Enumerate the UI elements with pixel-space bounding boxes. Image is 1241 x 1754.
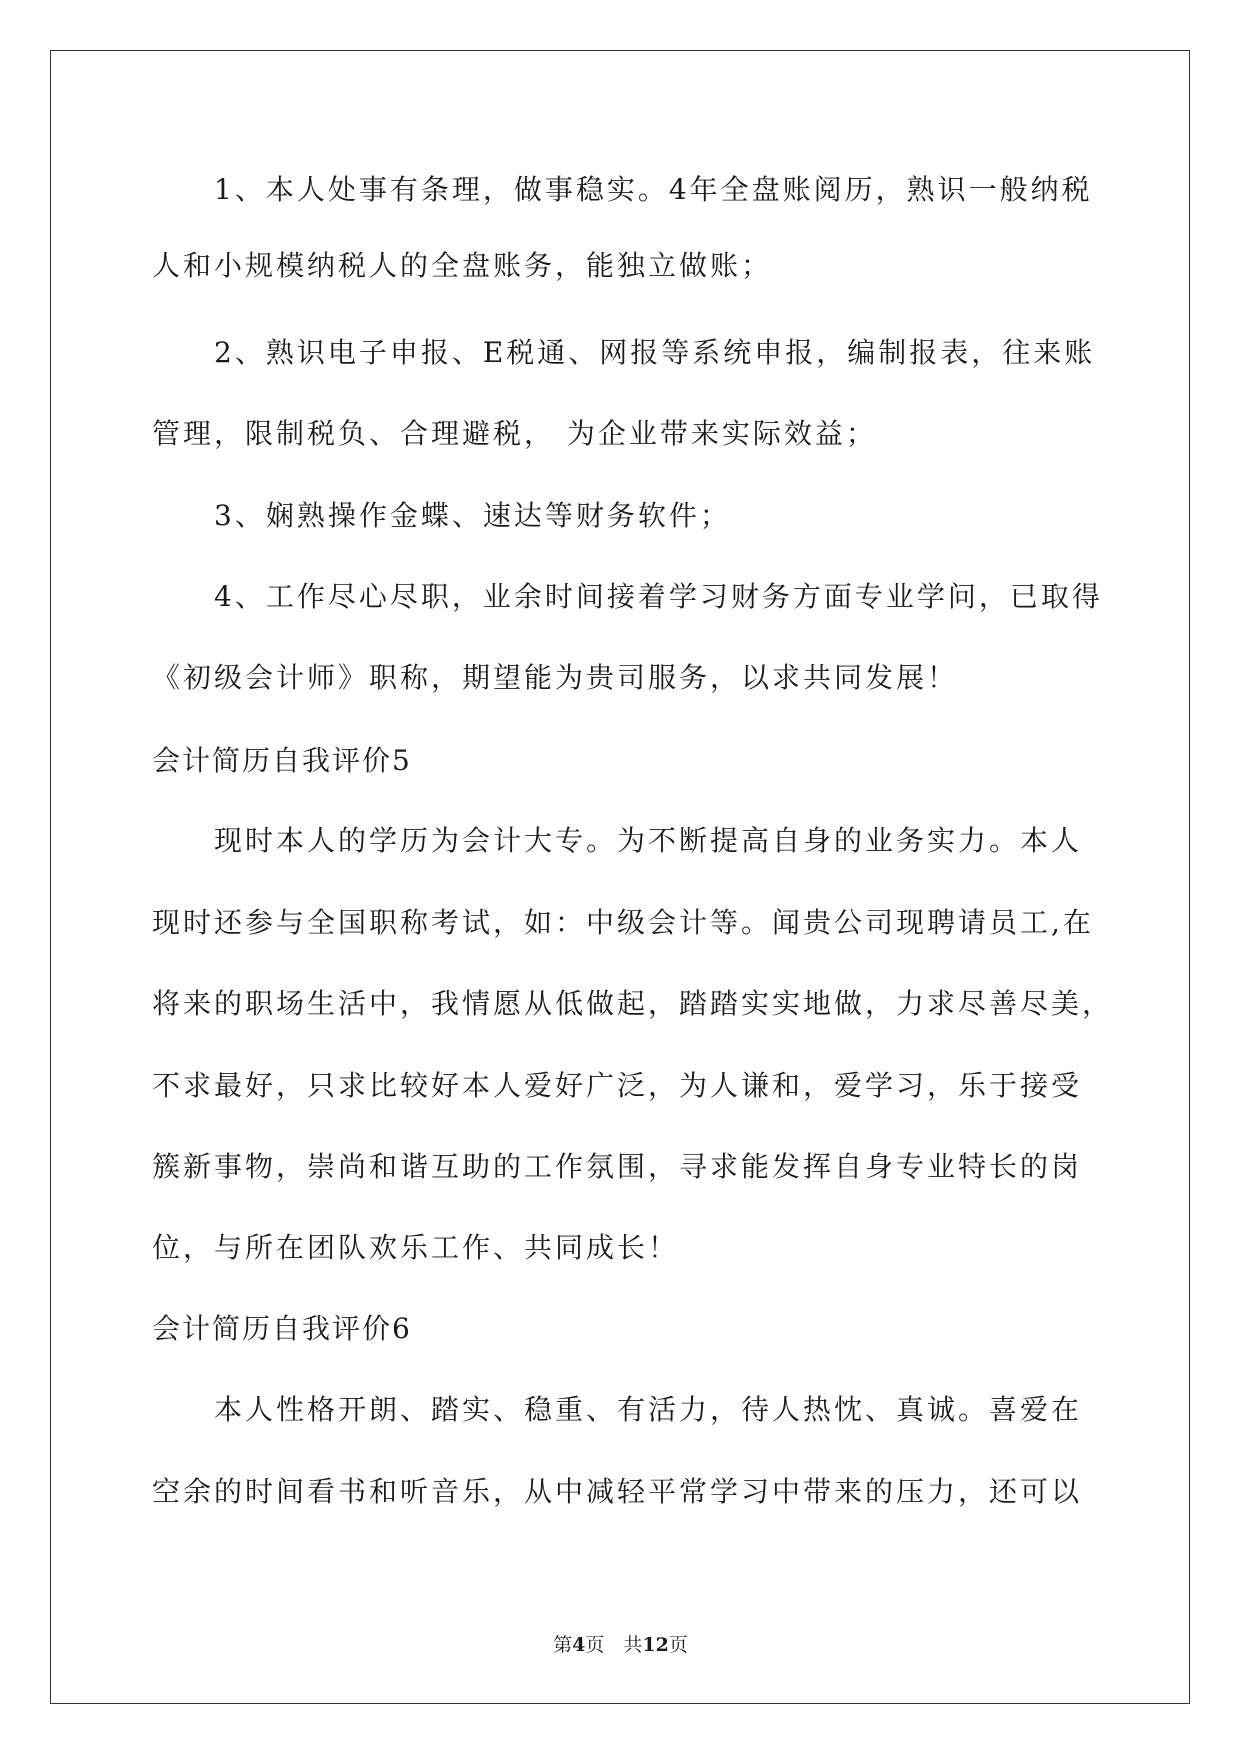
paragraph-line: 将来的职场生活中，我情愿从低做起，踏踏实实地做，力求尽善尽美， [152, 987, 1114, 1020]
paragraph-line: 现时本人的学历为会计大专。为不断提高自身的业务实力。本人 [214, 824, 1083, 857]
paragraph-line: 2、熟识电子申报、E税通、网报等系统申报，编制报表，往来账 [214, 336, 1096, 369]
paragraph-line: 管理，限制税负、合理避税， 为企业带来实际效益； [152, 417, 877, 450]
paragraph-line: 4、工作尽心尽职，业余时间接着学习财务方面专业学问，已取得 [214, 580, 1103, 613]
paragraph-line: 本人性格开朗、踏实、稳重、有活力，待人热忱、真诚。喜爱在 [214, 1393, 1083, 1426]
footer-suffix: 页 [668, 1634, 688, 1656]
paragraph-line: 空余的时间看书和听音乐，从中减轻平常学习中带来的压力，还可以 [152, 1475, 1083, 1508]
paragraph-line: 不求最好，只求比较好本人爱好广泛，为人谦和，爱学习，乐于接受 [152, 1069, 1083, 1102]
paragraph-line: 人和小规模纳税人的全盘账务，能独立做账； [152, 249, 773, 282]
paragraph-line: 《初级会计师》职称，期望能为贵司服务，以求共同发展！ [152, 661, 959, 694]
footer-mid: 页 共 [585, 1634, 643, 1656]
paragraph-line: 现时还参与全国职称考试，如：中级会计等。闻贵公司现聘请员工,在 [152, 906, 1094, 939]
page-border [50, 50, 1190, 1704]
total-page-number: 12 [642, 1634, 669, 1656]
section-heading: 会计简历自我评价6 [152, 1312, 412, 1345]
paragraph-line: 3、娴熟操作金蝶、速达等财务软件； [214, 499, 731, 532]
paragraph-line: 1、本人处事有条理，做事稳实。4年全盘账阅历，熟识一般纳税 [214, 173, 1093, 206]
paragraph-line: 位，与所在团队欢乐工作、共同成长！ [152, 1231, 680, 1264]
current-page-number: 4 [572, 1634, 586, 1656]
footer-prefix: 第 [553, 1634, 573, 1656]
paragraph-line: 簇新事物，崇尚和谐互助的工作氛围，寻求能发挥自身专业特长的岗 [152, 1150, 1083, 1183]
section-heading: 会计简历自我评价5 [152, 744, 412, 777]
page-footer [0, 1633, 1241, 1657]
